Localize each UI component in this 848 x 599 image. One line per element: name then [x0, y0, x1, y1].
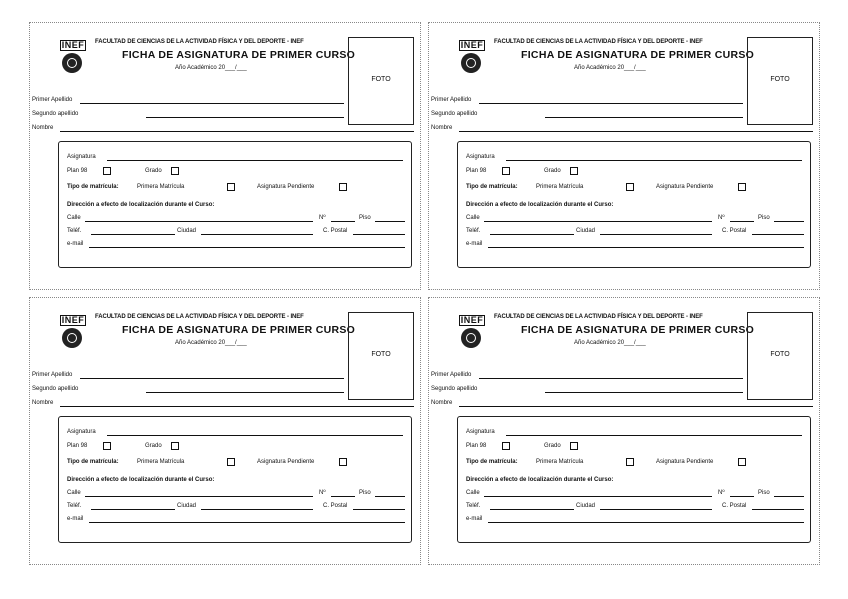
phone-label: Teléf. — [466, 503, 481, 509]
inef-logo: INEF — [459, 315, 485, 355]
floor-label: Piso — [359, 490, 371, 496]
number-field[interactable] — [331, 221, 355, 222]
form-title: FICHA DE ASIGNATURA DE PRIMER CURSO — [122, 324, 356, 336]
phone-label: Teléf. — [67, 503, 82, 509]
email-label: e-mail — [67, 516, 84, 522]
grado-label: Grado — [145, 443, 162, 449]
first-surname-label: Primer Apellido — [431, 97, 472, 103]
seal-icon — [461, 328, 481, 348]
postal-code-label: C. Postal — [722, 503, 747, 509]
name-label: Nombre — [32, 125, 54, 131]
seal-icon — [461, 53, 481, 73]
plan-checkbox[interactable] — [103, 167, 111, 175]
plan-checkbox[interactable] — [502, 167, 510, 175]
subject-section — [457, 416, 811, 543]
form-card-3 — [29, 297, 421, 565]
name-label: Nombre — [431, 400, 453, 406]
second-surname-field[interactable] — [146, 117, 344, 118]
email-field[interactable] — [89, 247, 405, 248]
grado-label: Grado — [544, 168, 561, 174]
number-field[interactable] — [730, 221, 754, 222]
seal-icon — [62, 328, 82, 348]
plan-label: Plan 98 — [67, 443, 88, 449]
postal-code-field[interactable] — [752, 509, 804, 510]
postal-code-field[interactable] — [353, 509, 405, 510]
number-label: Nº — [718, 490, 725, 496]
grado-label: Grado — [145, 168, 162, 174]
phone-field[interactable] — [91, 234, 175, 235]
phone-field[interactable] — [91, 509, 175, 510]
form-card-4 — [428, 297, 820, 565]
floor-field[interactable] — [774, 221, 804, 222]
subject-field[interactable] — [107, 160, 403, 161]
name-field[interactable] — [60, 131, 414, 132]
academic-year: Año Académico 20___/___ — [175, 340, 247, 346]
street-label: Calle — [67, 490, 81, 496]
first-enrollment-label: Primera Matrícula — [137, 459, 185, 465]
address-heading: Dirección a efecto de localización durante el Curso: — [67, 477, 215, 483]
second-surname-field[interactable] — [146, 392, 344, 393]
pending-subject-label: Asignatura Pendiente — [656, 184, 714, 190]
subject-section — [58, 141, 412, 268]
street-label: Calle — [466, 490, 480, 496]
photo-box: FOTO — [348, 312, 414, 400]
first-surname-field[interactable] — [80, 378, 344, 379]
grado-checkbox[interactable] — [570, 442, 578, 450]
first-surname-field[interactable] — [80, 103, 344, 104]
postal-code-field[interactable] — [353, 234, 405, 235]
photo-box: FOTO — [747, 37, 813, 125]
street-field[interactable] — [85, 221, 313, 222]
first-enrollment-label: Primera Matrícula — [536, 459, 584, 465]
street-label: Calle — [67, 215, 81, 221]
postal-code-field[interactable] — [752, 234, 804, 235]
name-field[interactable] — [459, 406, 813, 407]
floor-field[interactable] — [375, 221, 405, 222]
address-heading: Dirección a efecto de localización durante el Curso: — [466, 477, 614, 483]
subject-label: Asignatura — [466, 154, 495, 160]
number-label: Nº — [718, 215, 725, 221]
city-field[interactable] — [600, 234, 712, 235]
city-label: Ciudad — [177, 503, 197, 509]
form-title: FICHA DE ASIGNATURA DE PRIMER CURSO — [122, 49, 356, 61]
first-enrollment-checkbox[interactable] — [626, 183, 634, 191]
city-field[interactable] — [600, 509, 712, 510]
street-field[interactable] — [85, 496, 313, 497]
name-label: Nombre — [431, 125, 453, 131]
subject-label: Asignatura — [466, 429, 495, 435]
plan-label: Plan 98 — [466, 168, 487, 174]
subject-label: Asignatura — [67, 154, 96, 160]
grado-checkbox[interactable] — [570, 167, 578, 175]
name-field[interactable] — [459, 131, 813, 132]
photo-box: FOTO — [747, 312, 813, 400]
address-heading: Dirección a efecto de localización durante el Curso: — [466, 202, 614, 208]
email-label: e-mail — [466, 241, 483, 247]
academic-year: Año Académico 20___/___ — [574, 65, 646, 71]
first-enrollment-checkbox[interactable] — [227, 183, 235, 191]
phone-label: Teléf. — [466, 228, 481, 234]
street-field[interactable] — [484, 221, 712, 222]
pending-subject-checkbox[interactable] — [738, 458, 746, 466]
email-field[interactable] — [488, 522, 804, 523]
postal-code-label: C. Postal — [722, 228, 747, 234]
academic-year: Año Académico 20___/___ — [175, 65, 247, 71]
subject-field[interactable] — [506, 435, 802, 436]
plan-checkbox[interactable] — [103, 442, 111, 450]
first-enrollment-checkbox[interactable] — [626, 458, 634, 466]
plan-label: Plan 98 — [466, 443, 487, 449]
seal-icon — [62, 53, 82, 73]
first-surname-field[interactable] — [479, 378, 743, 379]
subject-label: Asignatura — [67, 429, 96, 435]
form-title: FICHA DE ASIGNATURA DE PRIMER CURSO — [521, 324, 755, 336]
first-surname-label: Primer Apellido — [431, 372, 472, 378]
first-enrollment-label: Primera Matrícula — [536, 184, 584, 190]
email-field[interactable] — [89, 522, 405, 523]
pending-subject-checkbox[interactable] — [339, 458, 347, 466]
inef-logo: INEF — [60, 40, 86, 80]
floor-field[interactable] — [375, 496, 405, 497]
name-field[interactable] — [60, 406, 414, 407]
first-surname-field[interactable] — [479, 103, 743, 104]
pending-subject-label: Asignatura Pendiente — [257, 184, 315, 190]
academic-year: Año Académico 20___/___ — [574, 340, 646, 346]
postal-code-label: C. Postal — [323, 228, 348, 234]
city-field[interactable] — [201, 509, 313, 510]
faculty-name: FACULTAD DE CIENCIAS DE LA ACTIVIDAD FÍSICA Y DEL DEPORTE - INEF — [95, 314, 304, 320]
street-field[interactable] — [484, 496, 712, 497]
photo-box: FOTO — [348, 37, 414, 125]
number-label: Nº — [319, 490, 326, 496]
second-surname-field[interactable] — [545, 117, 743, 118]
floor-label: Piso — [758, 215, 770, 221]
city-label: Ciudad — [576, 503, 596, 509]
second-surname-label: Segundo apellido — [431, 111, 478, 117]
first-enrollment-checkbox[interactable] — [227, 458, 235, 466]
second-surname-field[interactable] — [545, 392, 743, 393]
subject-field[interactable] — [506, 160, 802, 161]
phone-label: Teléf. — [67, 228, 82, 234]
inef-logo: INEF — [459, 40, 485, 80]
second-surname-label: Segundo apellido — [431, 386, 478, 392]
address-heading: Dirección a efecto de localización durante el Curso: — [67, 202, 215, 208]
enrollment-type-label: Tipo de matrícula: — [67, 184, 119, 190]
number-field[interactable] — [331, 496, 355, 497]
city-label: Ciudad — [576, 228, 596, 234]
street-label: Calle — [466, 215, 480, 221]
pending-subject-checkbox[interactable] — [339, 183, 347, 191]
phone-field[interactable] — [490, 234, 574, 235]
grado-checkbox[interactable] — [171, 442, 179, 450]
form-title: FICHA DE ASIGNATURA DE PRIMER CURSO — [521, 49, 755, 61]
second-surname-label: Segundo apellido — [32, 386, 79, 392]
faculty-name: FACULTAD DE CIENCIAS DE LA ACTIVIDAD FÍSICA Y DEL DEPORTE - INEF — [494, 314, 703, 320]
inef-logo: INEF — [60, 315, 86, 355]
floor-label: Piso — [758, 490, 770, 496]
form-card-1 — [29, 22, 421, 290]
second-surname-label: Segundo apellido — [32, 111, 79, 117]
first-enrollment-label: Primera Matrícula — [137, 184, 185, 190]
faculty-name: FACULTAD DE CIENCIAS DE LA ACTIVIDAD FÍSICA Y DEL DEPORTE - INEF — [494, 39, 703, 45]
first-surname-label: Primer Apellido — [32, 97, 73, 103]
email-label: e-mail — [67, 241, 84, 247]
city-field[interactable] — [201, 234, 313, 235]
floor-field[interactable] — [774, 496, 804, 497]
first-surname-label: Primer Apellido — [32, 372, 73, 378]
floor-label: Piso — [359, 215, 371, 221]
enrollment-type-label: Tipo de matrícula: — [466, 459, 518, 465]
enrollment-type-label: Tipo de matrícula: — [466, 184, 518, 190]
email-field[interactable] — [488, 247, 804, 248]
faculty-name: FACULTAD DE CIENCIAS DE LA ACTIVIDAD FÍSICA Y DEL DEPORTE - INEF — [95, 39, 304, 45]
pending-subject-checkbox[interactable] — [738, 183, 746, 191]
plan-label: Plan 98 — [67, 168, 88, 174]
grado-label: Grado — [544, 443, 561, 449]
pending-subject-label: Asignatura Pendiente — [656, 459, 714, 465]
enrollment-type-label: Tipo de matrícula: — [67, 459, 119, 465]
subject-section — [58, 416, 412, 543]
pending-subject-label: Asignatura Pendiente — [257, 459, 315, 465]
grado-checkbox[interactable] — [171, 167, 179, 175]
number-field[interactable] — [730, 496, 754, 497]
email-label: e-mail — [466, 516, 483, 522]
city-label: Ciudad — [177, 228, 197, 234]
subject-field[interactable] — [107, 435, 403, 436]
number-label: Nº — [319, 215, 326, 221]
form-card-2 — [428, 22, 820, 290]
postal-code-label: C. Postal — [323, 503, 348, 509]
name-label: Nombre — [32, 400, 54, 406]
plan-checkbox[interactable] — [502, 442, 510, 450]
subject-section — [457, 141, 811, 268]
phone-field[interactable] — [490, 509, 574, 510]
